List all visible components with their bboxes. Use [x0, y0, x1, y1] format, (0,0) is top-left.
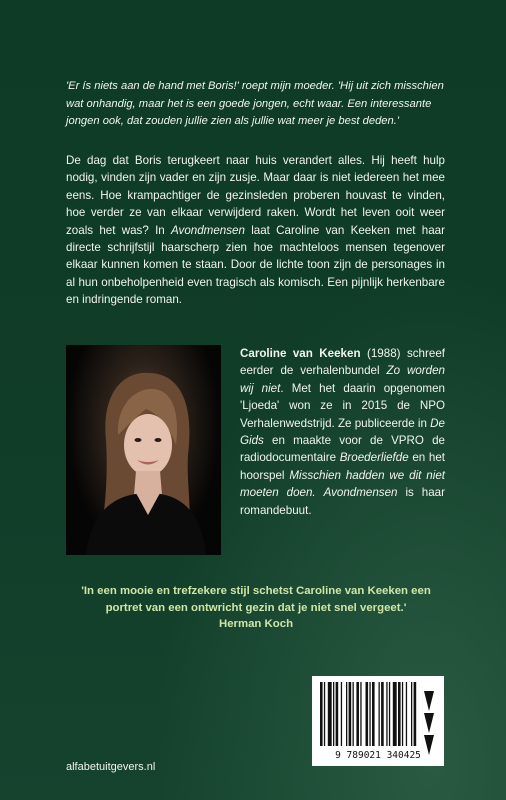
publisher-logo-icon: [419, 689, 439, 759]
bio-author-name: Caroline van Keeken: [240, 347, 361, 360]
review-quote: [66, 583, 446, 617]
bio-text-6: is haar romandebuut.: [240, 486, 445, 517]
isbn-number: 9 789021 340425: [335, 750, 421, 761]
bio-documentary-title: Broederliefde: [339, 451, 409, 465]
author-bio: [240, 345, 445, 519]
bio-text-1: (1988) schreef eerder de verhalenbundel: [240, 347, 445, 378]
author-photo: [66, 345, 221, 555]
bio-radio-play-title: Misschien hadden we dit niet moeten doen.: [240, 468, 446, 500]
bio-magazine-title: De Gids: [240, 416, 445, 448]
bio-book-title: Zo worden wij niet: [240, 364, 445, 395]
blurb-part-2: laat Caroline van Keeken met haar directe schrijfstijl haarscherp zien hoe machteloos mensen tegenover elkaar kunnen komen te staan. Door de lichte toon zijn de personages in al hun onbeholpenheid even tragisch als komisch. Een pijnlijk herkenbare en indringende roman.: [66, 223, 445, 307]
bio-text-2: . Met het daarin opgenomen 'Ljoeda' won ze in 2015 de NPO Verhalenwedstrijd. Ze publiceerde in: [240, 381, 445, 430]
author-photo-illustration: [66, 345, 221, 555]
opening-quote: [66, 78, 446, 131]
review-quote-text: 'In een mooie en trefzekere stijl schetst Caroline van Keeken een portret van een ontwricht gezin dat je niet snel vergeet.': [81, 585, 431, 615]
review-author: Herman Koch: [218, 618, 294, 630]
bio-novel-title: Avondmensen: [323, 486, 398, 500]
bio-text-3: en maakte voor de VPRO de radiodocumentaire: [240, 434, 445, 465]
bio-text-4: en het hoorspel: [240, 451, 445, 482]
book-blurb: [66, 152, 445, 309]
blurb-part-1: De dag dat Boris terugkeert naar huis verandert alles. Hij heeft hulp nodig, vinden zijn vader en zijn zusje. Maar daar is niet iedereen het mee eens. Hoe krampachtiger de gezinsleden proberen houvast te vinden, hoe verder ze van elkaar verwijderd raken. Wordt het leven ooit weer zoals het was? In: [66, 154, 445, 237]
publisher-website: alfabetuitgevers.nl: [66, 761, 156, 773]
blurb-book-title: Avondmensen: [171, 223, 245, 237]
bio-text-5: [316, 486, 324, 499]
opening-quote-text: 'Er ís niets aan de hand met Boris!' roept mijn moeder. 'Hij uit zich misschien wat onhandig, maar het is een goede jongen, echt waar. Een interessante jongen ook, dat zouden jullie zien als jullie wat meer je best deden.': [66, 80, 444, 128]
